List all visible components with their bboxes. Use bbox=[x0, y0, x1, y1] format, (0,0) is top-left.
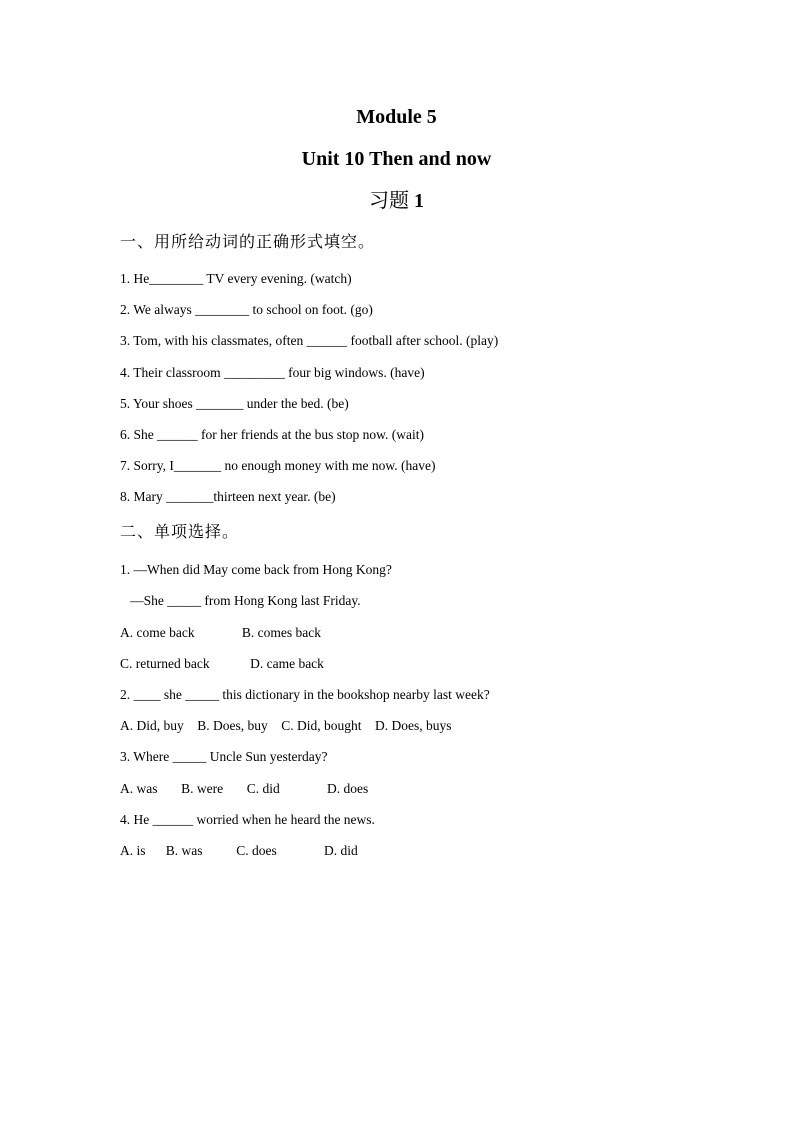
fill-blank-question-8: 8. Mary _______thirteen next year. (be) bbox=[120, 489, 336, 504]
fill-blank-question-4: 4. Their classroom _________ four big windows. (have) bbox=[120, 365, 425, 380]
mc-question-1: 1. —When did May come back from Hong Kong? bbox=[120, 562, 392, 577]
exercise-number: 1 bbox=[414, 190, 424, 212]
mc-question-4: 4. He ______ worried when he heard the news. bbox=[120, 812, 375, 827]
mc-question-1-options-cd: C. returned back D. came back bbox=[120, 656, 324, 671]
fill-blank-question-1: 1. He________ TV every evening. (watch) bbox=[120, 271, 352, 286]
mc-question-3: 3. Where _____ Uncle Sun yesterday? bbox=[120, 749, 328, 764]
mc-question-2-options: A. Did, buy B. Does, buy C. Did, bought D. Does, buys bbox=[120, 718, 452, 733]
fill-blank-question-7: 7. Sorry, I_______ no enough money with me now. (have) bbox=[120, 458, 436, 473]
mc-question-2: 2. ____ she _____ this dictionary in the bookshop nearby last week? bbox=[120, 687, 490, 702]
fill-blank-question-5: 5. Your shoes _______ under the bed. (be) bbox=[120, 396, 349, 411]
section-1-title: 一、用所给动词的正确形式填空。 bbox=[120, 232, 376, 251]
exercise-title bbox=[0, 189, 793, 213]
fill-blank-question-3: 3. Tom, with his classmates, often ______ football after school. (play) bbox=[120, 333, 499, 348]
fill-blank-question-2: 2. We always ________ to school on foot. (go) bbox=[120, 302, 373, 317]
mc-question-3-options: A. was B. were C. did D. does bbox=[120, 781, 369, 796]
mc-question-4-options: A. is B. was C. does D. did bbox=[120, 843, 358, 858]
mc-question-1-answer-prompt: —She _____ from Hong Kong last Friday. bbox=[120, 593, 361, 608]
exercise-label: 习题 bbox=[369, 190, 409, 212]
section-2-title: 二、单项选择。 bbox=[120, 522, 240, 541]
module-title: Module 5 bbox=[356, 106, 437, 128]
mc-question-1-options-ab: A. come back B. comes back bbox=[120, 625, 321, 640]
fill-blank-question-6: 6. She ______ for her friends at the bus stop now. (wait) bbox=[120, 427, 424, 442]
unit-title: Unit 10 Then and now bbox=[301, 148, 492, 170]
